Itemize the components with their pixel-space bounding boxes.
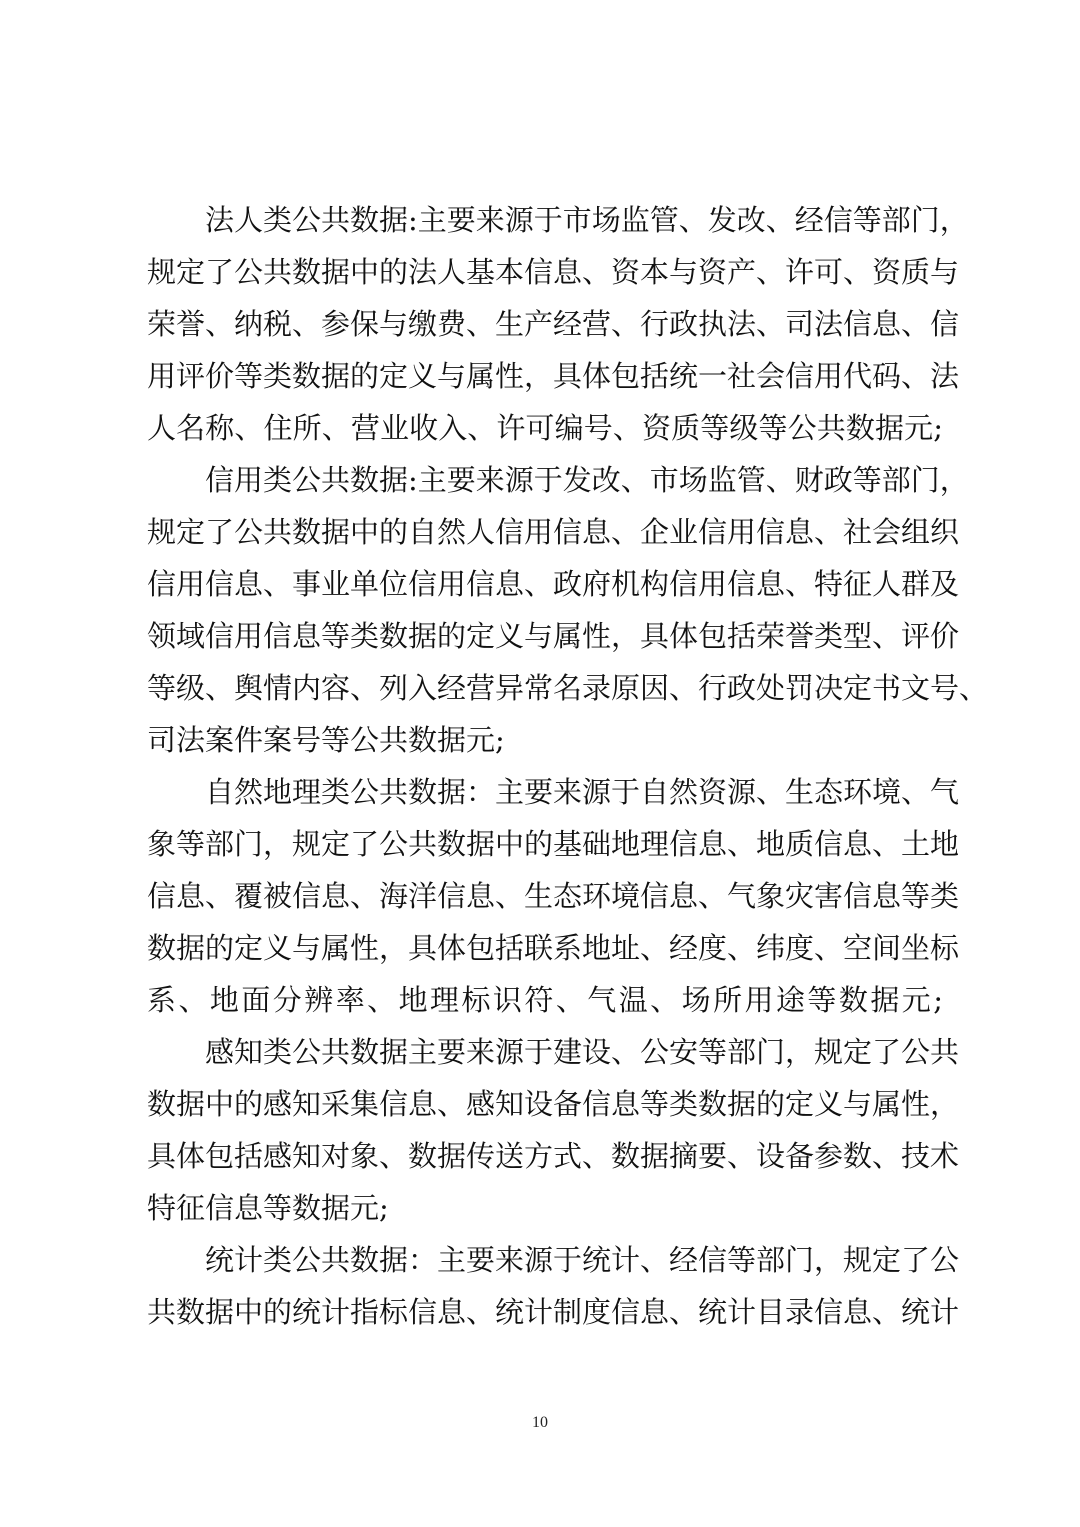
text-line: 系、地面分辨率、地理标识符、气温、场所用途等数据元;: [147, 983, 943, 1017]
text-line: 数据的定义与属性，具体包括联系地址、经度、纬度、空间坐标: [147, 931, 960, 965]
text-line: 具体包括感知对象、数据传送方式、数据摘要、设备参数、技术: [147, 1139, 960, 1173]
text-line: 数据中的感知采集信息、感知设备信息等类数据的定义与属性，: [147, 1087, 960, 1121]
text-line: 统计类公共数据：主要来源于统计、经信等部门，规定了公: [147, 1243, 960, 1277]
text-line: 共数据中的统计指标信息、统计制度信息、统计目录信息、统计: [147, 1295, 960, 1329]
text-line: 用评价等类数据的定义与属性，具体包括统一社会信用代码、法: [147, 359, 960, 393]
text-line: 法人类公共数据:主要来源于市场监管、发改、经信等部门，: [147, 203, 969, 237]
text-line: 规定了公共数据中的法人基本信息、资本与资产、许可、资质与: [147, 255, 960, 289]
text-line: 信息、覆被信息、海洋信息、生态环境信息、气象灾害信息等类: [147, 879, 960, 913]
text-line: 信用类公共数据:主要来源于发改、市场监管、财政等部门，: [147, 463, 969, 497]
paragraph-natural-geography-data: [147, 766, 960, 1026]
text-line: 司法案件案号等公共数据元;: [147, 723, 505, 757]
text-line: 荣誉、纳税、参保与缴费、生产经营、行政执法、司法信息、信: [147, 307, 960, 341]
page-number: 10: [532, 1414, 548, 1431]
text-line: 象等部门，规定了公共数据中的基础地理信息、地质信息、土地: [147, 827, 960, 861]
text-line: 领域信用信息等类数据的定义与属性，具体包括荣誉类型、评价: [147, 619, 960, 653]
text-line: 人名称、住所、营业收入、许可编号、资质等级等公共数据元;: [147, 411, 943, 445]
paragraph-statistics-data: [147, 1234, 960, 1338]
text-line: 特征信息等数据元;: [147, 1191, 389, 1225]
paragraph-sensing-data: [147, 1026, 960, 1234]
body-text: [147, 194, 989, 1338]
text-line: 规定了公共数据中的自然人信用信息、企业信用信息、社会组织: [147, 515, 960, 549]
paragraph-credit-data: [147, 454, 989, 766]
text-line: 等级、舆情内容、列入经营异常名录原因、行政处罚决定书文号、: [147, 671, 989, 705]
text-line: 信用信息、事业单位信用信息、政府机构信用信息、特征人群及: [147, 567, 960, 601]
text-line: 感知类公共数据主要来源于建设、公安等部门，规定了公共: [147, 1035, 960, 1069]
paragraph-legal-person-data: [147, 194, 969, 454]
text-line: 自然地理类公共数据：主要来源于自然资源、生态环境、气: [147, 775, 960, 809]
